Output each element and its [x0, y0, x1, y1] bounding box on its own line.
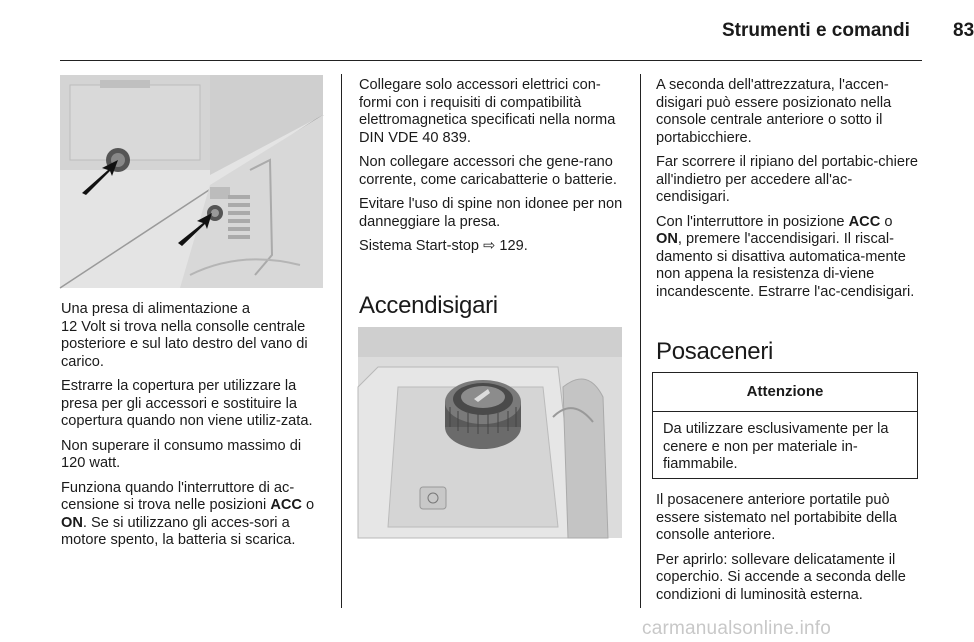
warning-text: Da utilizzare esclusivamente per la cenere e non per materiale in-fiammabile.	[663, 421, 889, 472]
reference-arrow-icon: ⇨	[483, 238, 496, 254]
paragraph: A seconda dell'attrezzatura, l'accen-disigari può essere posizionato nella console centrale anteriore o sotto il portabicchiere.	[656, 77, 892, 146]
paragraph: Estrarre la copertura per utilizzare la presa per gli accessori e sostituire la copertura quando non viene utiliz-zata.	[61, 378, 313, 429]
column-divider-2	[640, 74, 641, 608]
column-2-text	[359, 77, 624, 263]
column-divider-1	[341, 74, 342, 608]
paragraph: Non collegare accessori che gene-rano corrente, come caricabatterie o batterie.	[359, 154, 617, 188]
column-1-text	[61, 301, 326, 557]
paragraph: Evitare l'uso di spine non idonee per non danneggiare la presa.	[359, 196, 623, 230]
paragraph: Non superare il consumo massimo di 120 watt.	[61, 437, 302, 471]
watermark: carmanualsonline.info	[642, 618, 832, 639]
acc-label: ACC	[270, 497, 302, 513]
chapter-title: Strumenti e comandi	[722, 20, 910, 41]
acc-label: ACC	[848, 213, 881, 230]
page-number: 83	[953, 20, 974, 41]
section-heading-posaceneri: Posaceneri	[656, 338, 774, 365]
power-outlet-illustration	[60, 75, 323, 288]
cross-reference-link[interactable]: 129.	[499, 238, 528, 254]
on-label: ON	[61, 514, 83, 531]
on-label: ON	[656, 231, 678, 247]
paragraph: Il posacenere anteriore portatile può essere sistemato nel portabibite della consolle anteriore.	[656, 492, 897, 543]
page-header	[60, 0, 974, 61]
section-heading-accendisigari: Accendisigari	[359, 292, 498, 319]
cigarette-lighter-illustration	[358, 327, 622, 538]
paragraph: Far scorrere il ripiano del portabic-chiere all'indietro per accedere all'ac-cendisigari.	[656, 154, 918, 205]
warning-box	[652, 372, 918, 479]
paragraph: Funziona quando l'interruttore di ac-censione si trova nelle posizioni ACC o ON. Se si utilizzano gli acces-sori a motore spento, la batteria si scarica.	[61, 479, 315, 548]
warning-title: Attenzione	[653, 373, 917, 412]
paragraph: Per aprirlo: sollevare delicatamente il coperchio. Si accende a seconda delle condizioni di luminosità esterna.	[656, 551, 906, 603]
paragraph: Con l'interruttore in posizione ACC o ON, premere l'accendisigari. Il riscal-damento si disattiva automatica-mente non appena la resistenza di-viene incandescente. Estrarre l'ac-cendisigari.	[656, 213, 915, 300]
column-3-lower-text	[656, 492, 922, 611]
paragraph: Sistema Start-stop ⇨ 129.	[359, 238, 528, 254]
paragraph: Una presa di alimentazione a 12 Volt si trova nella consolle centrale posteriore e sul lato destro del vano di carico.	[61, 301, 308, 370]
paragraph: Collegare solo accessori elettrici con-formi con i requisiti di compatibilità elettromagnetica specificati nella norma DIN VDE 40 839.	[359, 77, 616, 146]
column-3-text	[656, 77, 922, 308]
